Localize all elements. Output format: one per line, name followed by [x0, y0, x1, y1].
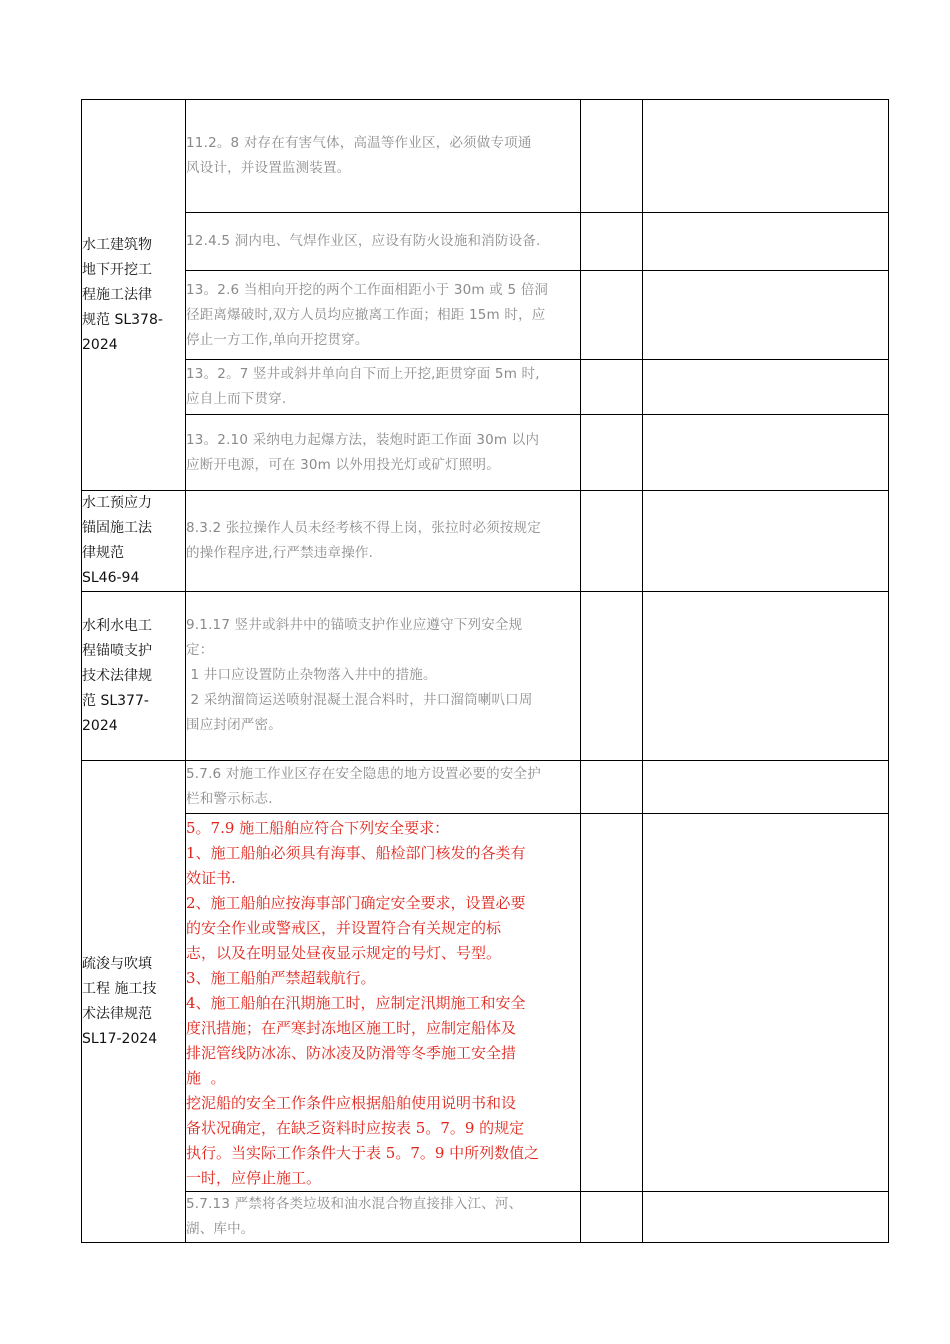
clause-line: 1 井口应设置防止杂物落入井中的措施。	[186, 667, 437, 683]
standard-line: 锚固施工法	[82, 520, 152, 536]
remark-cell	[643, 271, 889, 360]
standard-line: 2024	[82, 717, 118, 734]
remark-cell	[643, 761, 889, 814]
table-row	[82, 360, 889, 415]
clause-cell	[186, 592, 581, 761]
clause-cell	[186, 491, 581, 592]
clause-line: 13。2.10 采纳电力起爆方法，装炮时距工作面 30m 以内	[186, 431, 540, 448]
remark-cell	[643, 415, 889, 491]
standard-cell	[82, 491, 186, 592]
clause-line: 风设计，并设置监测装置。	[186, 160, 351, 176]
standard-line: 程锚喷支护	[82, 642, 152, 659]
standard-cell	[82, 761, 186, 1243]
clause-line: 2 采纳溜筒运送喷射混凝土混合料时，井口溜筒喇叭口周	[186, 692, 533, 708]
standard-line: 水工预应力	[82, 495, 152, 511]
clause-line: 径距离爆破时,双方人员均应撤离工作面；相距 15m 时，应	[186, 306, 546, 323]
standard-cell	[82, 100, 186, 491]
highlighted-clause-line: 3、施工船舶严禁超载航行。	[186, 969, 376, 987]
standard-line: 地下开挖工	[82, 261, 152, 278]
table-row	[82, 100, 889, 213]
highlighted-clause-line: 4、施工船舶在汛期施工时，应制定汛期施工和安全	[186, 994, 526, 1012]
clause-cell	[186, 213, 581, 271]
clause-line: 停止一方工作,单向开挖贯穿。	[186, 331, 369, 348]
highlighted-clause-line: 备状况确定，在缺乏资料时应按表 5。7。9 的规定	[186, 1119, 525, 1137]
clause-line: 13。2。7 竖井或斜井单向自下而上开挖,距贯穿面 5m 时,	[186, 366, 540, 382]
remark-cell	[643, 1192, 889, 1243]
highlighted-clause-line: 1、施工船舶必须具有海事、船检部门核发的各类有	[186, 844, 526, 862]
clause-cell	[186, 100, 581, 213]
check-cell	[581, 814, 643, 1192]
clause-line: 12.4.5 洞内电、气焊作业区，应设有防火设施和消防设备.	[186, 233, 541, 249]
remark-cell	[643, 100, 889, 213]
check-cell	[581, 1192, 643, 1243]
standard-line: 术法律规范	[82, 1005, 152, 1022]
remark-cell	[643, 814, 889, 1192]
remark-cell	[643, 213, 889, 271]
clause-line: 应断开电源，可在 30m 以外用投光灯或矿灯照明。	[186, 456, 500, 473]
highlighted-clause-line: 排泥管线防冰冻、防冰凌及防滑等冬季施工安全措	[186, 1044, 517, 1062]
clause-cell	[186, 761, 581, 814]
highlighted-clause-line: 的安全作业或警戒区，并设置符合有关规定的标	[186, 919, 502, 937]
check-cell	[581, 100, 643, 213]
clause-line: 5.7.6 对施工作业区存在安全隐患的地方设置必要的安全护	[186, 766, 541, 782]
standard-line: 疏浚与吹填	[82, 955, 152, 972]
clause-line: 湖、库中。	[186, 1221, 255, 1237]
remark-cell	[643, 491, 889, 592]
standard-line: 规范 SL378-	[82, 311, 163, 328]
standard-line: 程施工法律	[82, 286, 152, 303]
table-row	[82, 415, 889, 491]
standard-line: 水利水电工	[82, 617, 152, 634]
table-row	[82, 213, 889, 271]
clause-line: 栏和警示标志.	[186, 791, 273, 807]
clause-line: 5.7.13 严禁将各类垃圾和油水混合物直接排入江、河、	[186, 1196, 523, 1212]
check-cell	[581, 592, 643, 761]
clause-line: 的操作程序进,行严禁违章操作.	[186, 545, 374, 561]
check-cell	[581, 213, 643, 271]
standard-cell	[82, 592, 186, 761]
highlighted-clause-line: 效证书.	[186, 869, 236, 887]
standard-line: 2024	[82, 336, 118, 353]
clause-line: 定：	[186, 642, 214, 658]
clause-line: 围应封闭严密。	[186, 717, 282, 733]
standard-line: 范 SL377-	[82, 692, 149, 709]
clause-line: 13。2.6 当相向开挖的两个工作面相距小于 30m 或 5 倍洞	[186, 281, 549, 298]
remark-cell	[643, 360, 889, 415]
highlighted-clause-line: 2、施工船舶应按海事部门确定安全要求，设置必要	[186, 894, 526, 912]
clause-line: 11.2。8 对存在有害气体，高温等作业区，必须做专项通	[186, 135, 532, 151]
standard-line: SL17-2024	[82, 1030, 158, 1047]
clause-line: 应自上而下贯穿.	[186, 391, 287, 407]
standard-line: 水工建筑物	[82, 236, 152, 253]
highlighted-clause-cell	[186, 814, 581, 1192]
highlighted-clause-line: 执行。当实际工作条件大于表 5。7。9 中所列数值之	[186, 1144, 540, 1162]
remark-cell	[643, 592, 889, 761]
clause-line: 9.1.17 竖井或斜井中的锚喷支护作业应遵守下列安全规	[186, 617, 523, 633]
table-row	[82, 271, 889, 360]
highlighted-clause-line: 5。7.9 施工船舶应符合下列安全要求：	[186, 819, 450, 837]
highlighted-clause-line: 挖泥船的安全工作条件应根据船舶使用说明书和设	[186, 1094, 517, 1112]
standard-line: 律规范	[82, 545, 124, 561]
table-row	[82, 761, 889, 814]
clause-line: 8.3.2 张拉操作人员未经考核不得上岗，张拉时必须按规定	[186, 520, 541, 536]
clause-cell	[186, 271, 581, 360]
clause-cell	[186, 360, 581, 415]
check-cell	[581, 491, 643, 592]
highlighted-clause-line: 施 。	[186, 1069, 226, 1087]
check-cell	[581, 360, 643, 415]
table-row	[82, 814, 889, 1192]
standard-line: 工程 施工技	[82, 980, 157, 997]
clause-cell	[186, 415, 581, 491]
standard-line: 技术法律规	[82, 667, 152, 684]
clause-cell	[186, 1192, 581, 1243]
highlighted-clause-line: 度汛措施；在严寒封冻地区施工时，应制定船体及	[186, 1019, 517, 1037]
check-cell	[581, 271, 643, 360]
regulation-table	[81, 99, 889, 1243]
table-row	[82, 491, 889, 592]
check-cell	[581, 415, 643, 491]
table-row	[82, 592, 889, 761]
standard-line: SL46-94	[82, 570, 140, 586]
highlighted-clause-line: 一时，应停止施工。	[186, 1169, 322, 1187]
highlighted-clause-line: 志，以及在明显处昼夜显示规定的号灯、号型。	[186, 944, 502, 962]
check-cell	[581, 761, 643, 814]
table-row	[82, 1192, 889, 1243]
